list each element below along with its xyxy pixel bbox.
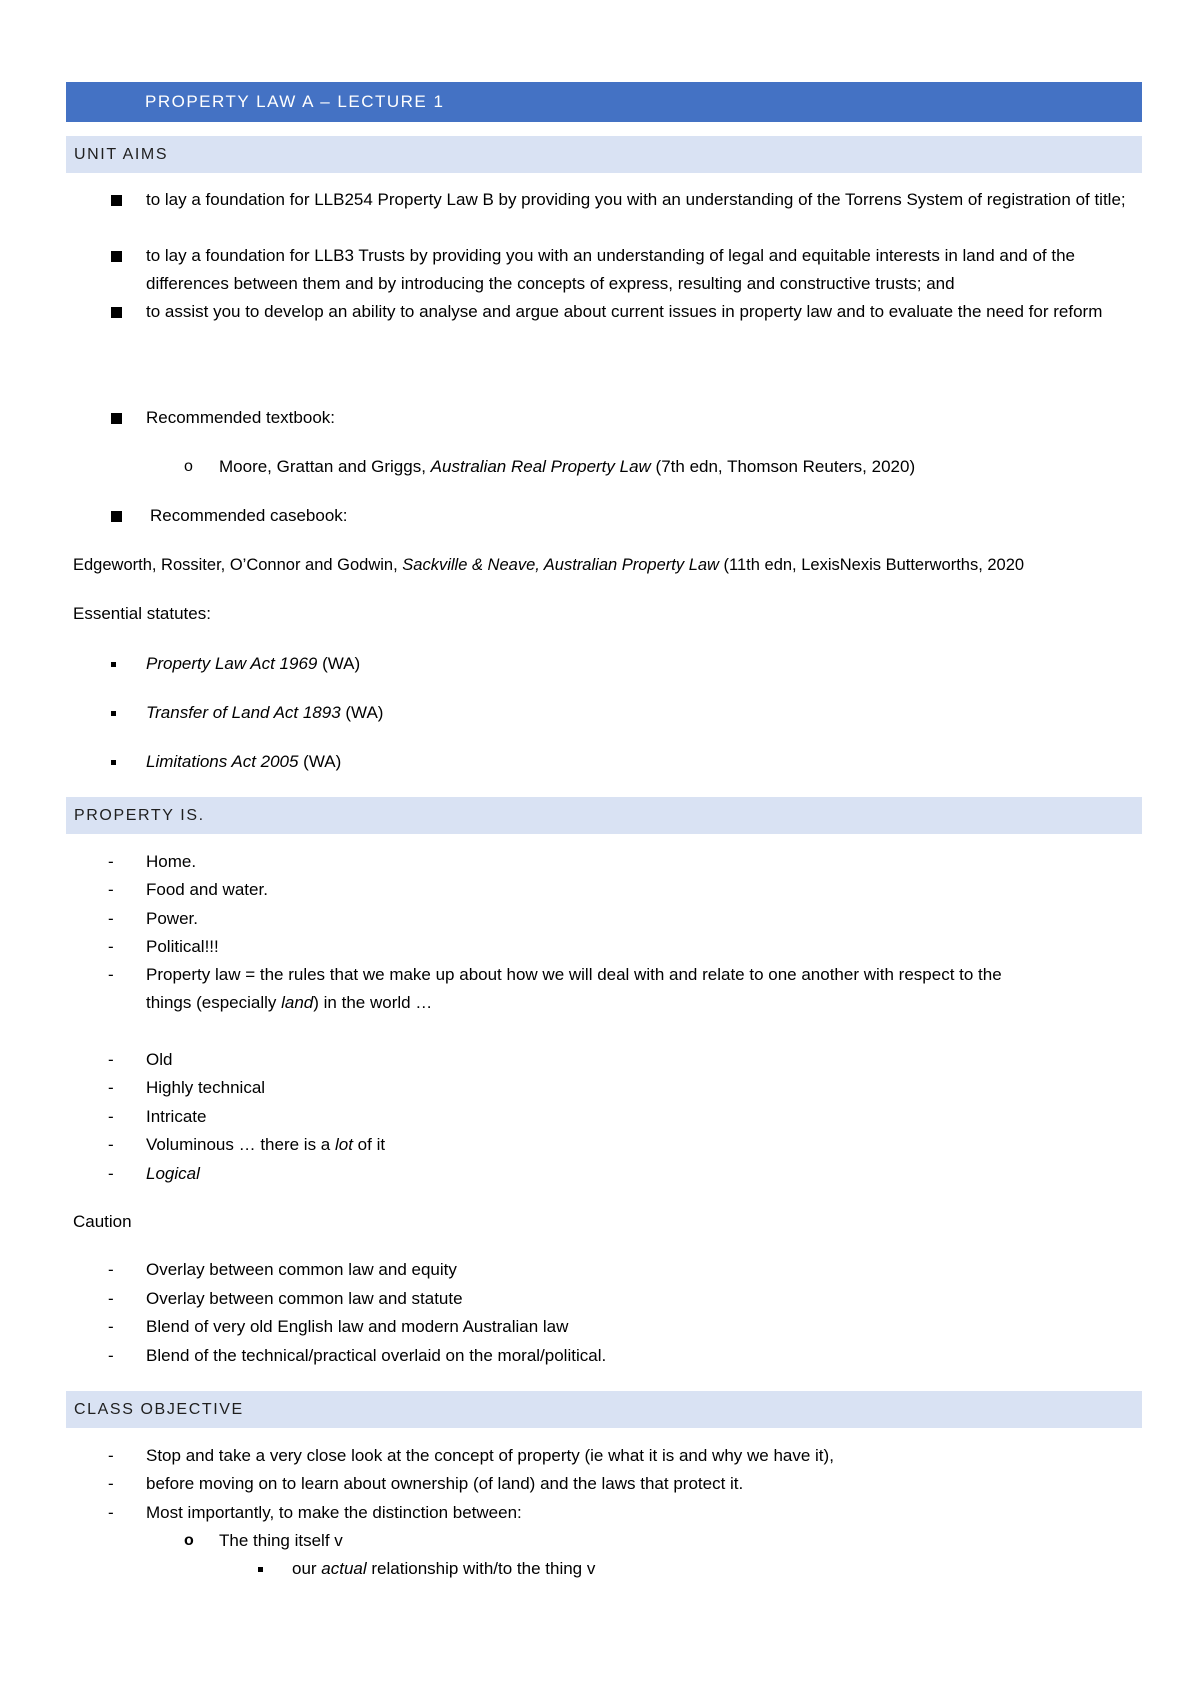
recommended-textbook-label: Recommended textbook: <box>146 408 335 427</box>
caution-item-3: Blend of very old English law and modern Australian law <box>146 1317 569 1336</box>
property-trait-intricate: Intricate <box>146 1107 207 1126</box>
statute-item-3: Limitations Act 2005 (WA) <box>146 752 342 771</box>
casebook-citation: Edgeworth, Rossiter, O’Connor and Godwin, Sackville & Neave, Australian Property Law (11th edn, LexisNexis Butterworths, 2020 <box>73 556 1025 574</box>
dash-bullet-icon: - <box>108 965 114 984</box>
dash-bullet-icon: - <box>108 1260 114 1279</box>
square-bullet-icon <box>111 511 122 522</box>
dash-bullet-icon: - <box>108 1446 114 1465</box>
class-objective-sub-sub-item: our actual relationship with/to the thing v <box>292 1559 596 1578</box>
small-square-bullet-icon <box>111 662 116 667</box>
property-trait-old: Old <box>146 1050 173 1069</box>
square-bullet-icon <box>111 195 122 206</box>
section-heading-property-is: PROPERTY IS. <box>66 797 1142 834</box>
dash-bullet-icon: - <box>108 909 114 928</box>
recommended-casebook-label: Recommended casebook: <box>150 506 348 525</box>
property-is-item-2: Food and water. <box>146 880 268 899</box>
small-square-bullet-icon <box>111 760 116 765</box>
dash-bullet-icon: - <box>108 1135 114 1154</box>
square-bullet-icon <box>111 413 122 424</box>
dash-bullet-icon: - <box>108 1164 114 1183</box>
dash-bullet-icon: - <box>108 1503 114 1522</box>
dash-bullet-icon: - <box>108 1107 114 1126</box>
small-square-bullet-icon <box>111 711 116 716</box>
textbook-citation: Moore, Grattan and Griggs, Australian Real Property Law (7th edn, Thomson Reuters, 2020) <box>219 457 916 476</box>
property-law-definition-line-1: Property law = the rules that we make up about how we will deal with and relate to one another with respect to the <box>146 965 1002 984</box>
essential-statutes-label: Essential statutes: <box>73 604 211 623</box>
unit-aim-item-2: to lay a foundation for LLB3 Trusts by providing you with an understanding of legal and equitable interests in land and of the differences between them and by introducing the concepts of express, resulting and constructive trusts; and <box>146 246 1076 293</box>
square-bullet-icon <box>111 251 122 262</box>
dash-bullet-icon: - <box>108 1050 114 1069</box>
caution-item-1: Overlay between common law and equity <box>146 1260 457 1279</box>
dash-bullet-icon: - <box>108 1346 114 1365</box>
unit-aim-item-3: to assist you to develop an ability to analyse and argue about current issues in property law and to evaluate the need for reform <box>146 302 1103 321</box>
class-objective-item-1: Stop and take a very close look at the concept of property (ie what it is and why we have it), <box>146 1446 834 1465</box>
property-is-item-1: Home. <box>146 852 197 871</box>
dash-bullet-icon: - <box>108 1317 114 1336</box>
property-is-item-3: Power. <box>146 909 198 928</box>
circle-bullet-icon: o <box>184 1532 194 1549</box>
class-objective-item-2: before moving on to learn about ownership (of land) and the laws that protect it. <box>146 1474 744 1493</box>
unit-aim-item-1: to lay a foundation for LLB254 Property Law B by providing you with an understanding of the Torrens System of registration of title; <box>146 190 1126 209</box>
property-is-item-4: Political!!! <box>146 937 219 956</box>
document-title: PROPERTY LAW A – LECTURE 1 <box>66 82 1142 122</box>
caution-item-2: Overlay between common law and statute <box>146 1289 463 1308</box>
caution-label: Caution <box>73 1212 132 1231</box>
dash-bullet-icon: - <box>108 1474 114 1493</box>
dash-bullet-icon: - <box>108 1289 114 1308</box>
caution-item-4: Blend of the technical/practical overlaid on the moral/political. <box>146 1346 607 1365</box>
statute-item-1: Property Law Act 1969 (WA) <box>146 654 361 673</box>
dash-bullet-icon: - <box>108 1078 114 1097</box>
section-heading-unit-aims: UNIT AIMS <box>66 136 1142 173</box>
small-square-bullet-icon <box>258 1567 263 1572</box>
statute-item-2: Transfer of Land Act 1893 (WA) <box>146 703 384 722</box>
square-bullet-icon <box>111 307 122 318</box>
section-heading-class-objective: CLASS OBJECTIVE <box>66 1391 1142 1428</box>
class-objective-sub-item: The thing itself v <box>219 1531 343 1550</box>
dash-bullet-icon: - <box>108 937 114 956</box>
property-trait-technical: Highly technical <box>146 1078 266 1097</box>
dash-bullet-icon: - <box>108 880 114 899</box>
property-trait-logical: Logical <box>146 1164 200 1183</box>
property-law-definition-line-2: things (especially land) in the world … <box>146 993 433 1012</box>
dash-bullet-icon: - <box>108 852 114 871</box>
circle-bullet-icon: o <box>184 458 193 475</box>
class-objective-item-3: Most importantly, to make the distinction between: <box>146 1503 522 1522</box>
property-trait-voluminous: Voluminous … there is a lot of it <box>146 1135 386 1154</box>
